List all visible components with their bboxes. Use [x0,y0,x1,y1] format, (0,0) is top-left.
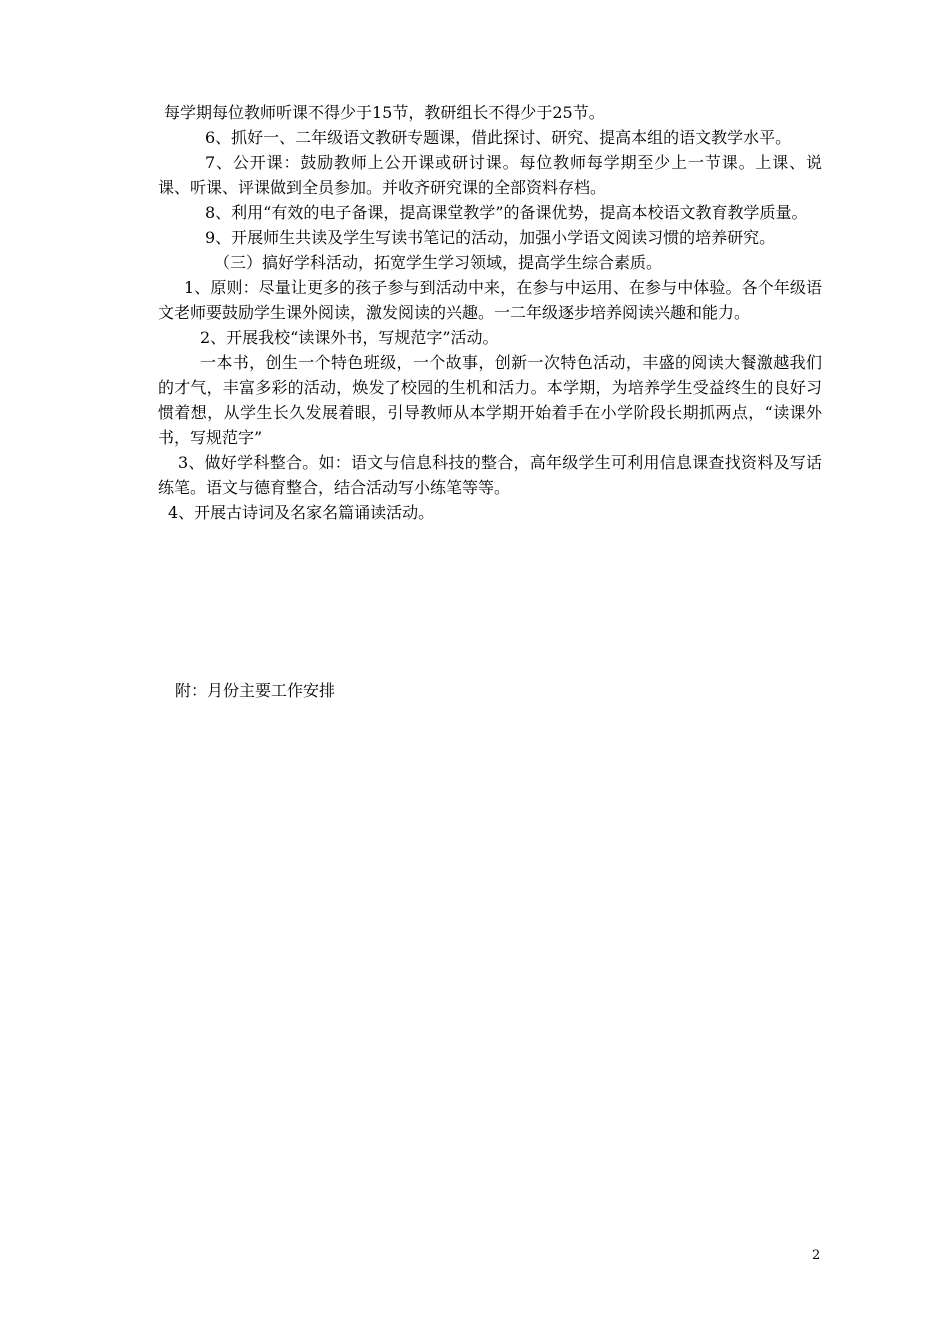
paragraph-reading-activity: 2、开展我校“读课外书，写规范字”活动。 [200,328,499,347]
paragraph-principle: 1、原则：尽量让更多的孩子参与到活动中来，在参与中运用、在参与中体验。各个年级语文老师要鼓励学生课外阅读，激发阅读的兴趣。一二年级逐步培养阅读兴趣和能力。 [158,278,822,322]
body-text [158,100,822,525]
paragraph-item-7: 7、公开课：鼓励教师上公开课或研讨课。每位教师每学期至少上一节课。上课、说课、听课、评课做到全员参加。并收齐研究课的全部资料存档。 [158,153,822,197]
paragraph-item-8: 8、利用“有效的电子备课，提高课堂教学”的备课优势，提高本校语文教育教学质量。 [205,203,808,222]
appendix-note: 附：月份主要工作安排 [175,681,336,700]
paragraph-item-6: 6、抓好一、二年级语文教研专题课，借此探讨、研究、提高本组的语文教学水平。 [205,128,792,147]
paragraph-listening-requirement: 每学期每位教师听课不得少于15节，教研组长不得少于25节。 [164,103,605,122]
paragraph-item-9: 9、开展师生共读及学生写读书笔记的活动，加强小学语文阅读习惯的培养研究。 [205,228,776,247]
page-number: 2 [812,1248,821,1263]
paragraph-poetry-reading: 4、开展古诗词及名家名篇诵读活动。 [168,503,435,522]
paragraph-one-book: 一本书，创生一个特色班级，一个故事，创新一次特色活动，丰盛的阅读大餐激越我们的才气，丰富多彩的活动，焕发了校园的生机和活力。本学期，为培养学生受益终生的良好习惯着想，从学生长久发展着眼，引导教师从本学期开始着手在小学阶段长期抓两点，“读课外书，写规范字” [158,353,822,447]
section-heading-three: （三）搞好学科活动，拓宽学生学习领域，提高学生综合素质。 [214,253,663,272]
paragraph-integration: 3、做好学科整合。如：语文与信息科技的整合，高年级学生可利用信息课查找资料及写话练笔。语文与德育整合，结合活动写小练笔等等。 [158,453,822,497]
